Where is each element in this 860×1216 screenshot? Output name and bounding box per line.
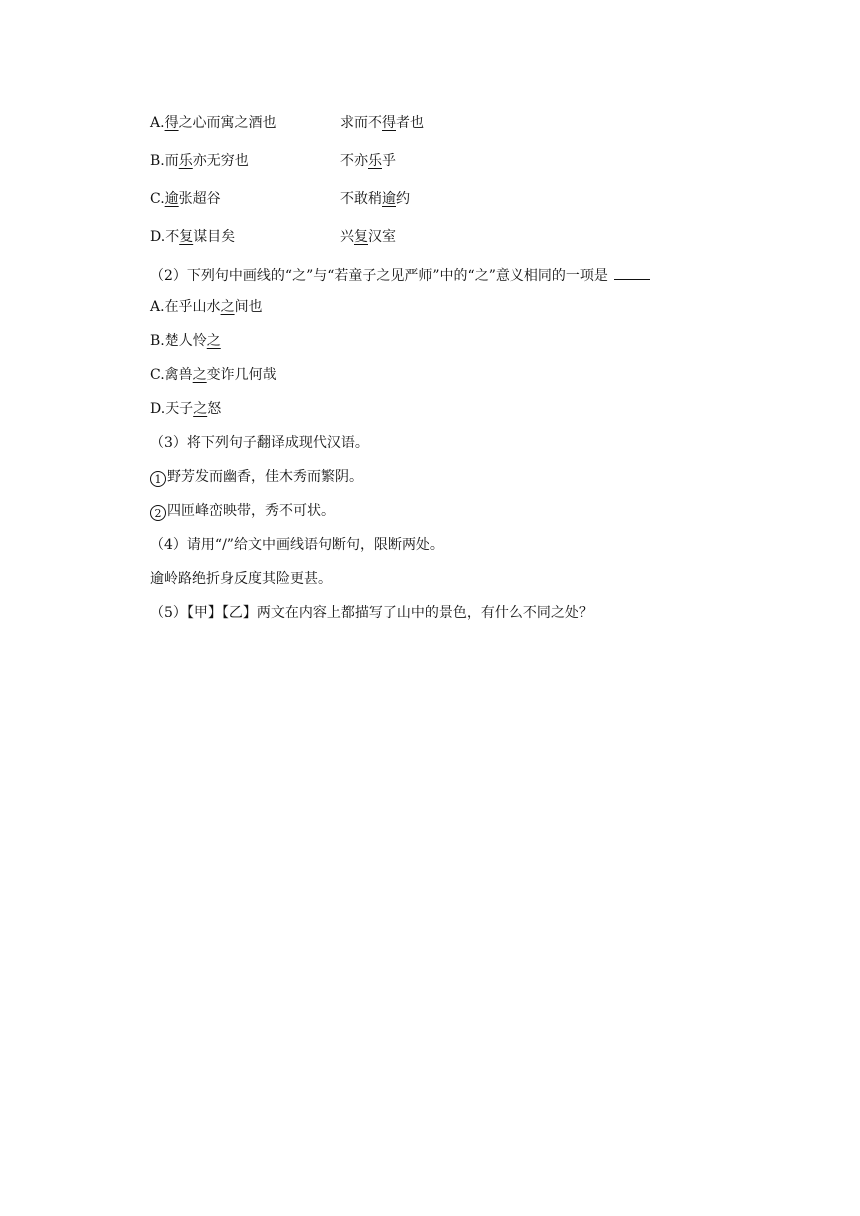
answer-blank[interactable] <box>614 265 650 280</box>
q1-option-b-left: B.而乐亦无穷也 <box>150 153 249 169</box>
q5-stem: （5）【甲】【乙】两文在内容上都描写了山中的景色，有什么不同之处？ <box>150 605 593 621</box>
q2-option-d: D.天子之怒 <box>150 401 222 417</box>
q1-option-c-right: 不敢稍逾约 <box>340 191 410 207</box>
q1-option-b-right: 不亦乐乎 <box>340 153 396 169</box>
q1-option-d-right: 兴复汉室 <box>340 229 396 245</box>
circled-number: 2 <box>150 505 166 521</box>
circled-number: 1 <box>150 471 166 487</box>
q4-stem: （4）请用“/”给文中画线语句断句，限断两处。 <box>150 537 444 553</box>
q2-option-a: A.在乎山水之间也 <box>150 299 263 315</box>
q3-item-2: 2 四匝峰峦映带，秀不可状。 <box>150 501 335 521</box>
q2-option-c: C.禽兽之变诈几何哉 <box>150 367 277 383</box>
q3-item-1: 1 野芳发而幽香，佳木秀而繁阴。 <box>150 467 363 487</box>
q1-option-a-right: 求而不得者也 <box>340 115 424 131</box>
q1-option-a-left: A.得之心而寓之酒也 <box>150 115 277 131</box>
q1-option-d-left: D.不复谋目矣 <box>150 229 236 245</box>
q4-sentence: 逾岭路绝折身反度其险更甚。 <box>150 571 332 587</box>
q1-option-c-left: C.逾张超谷 <box>150 191 221 207</box>
q3-stem: （3）将下列句子翻译成现代汉语。 <box>150 435 369 451</box>
q2-option-b: B.楚人怜之 <box>150 333 221 349</box>
q2-stem: （2）下列句中画线的“之”与“若童子之见严师”中的“之”意义相同的一项是 <box>150 265 650 286</box>
